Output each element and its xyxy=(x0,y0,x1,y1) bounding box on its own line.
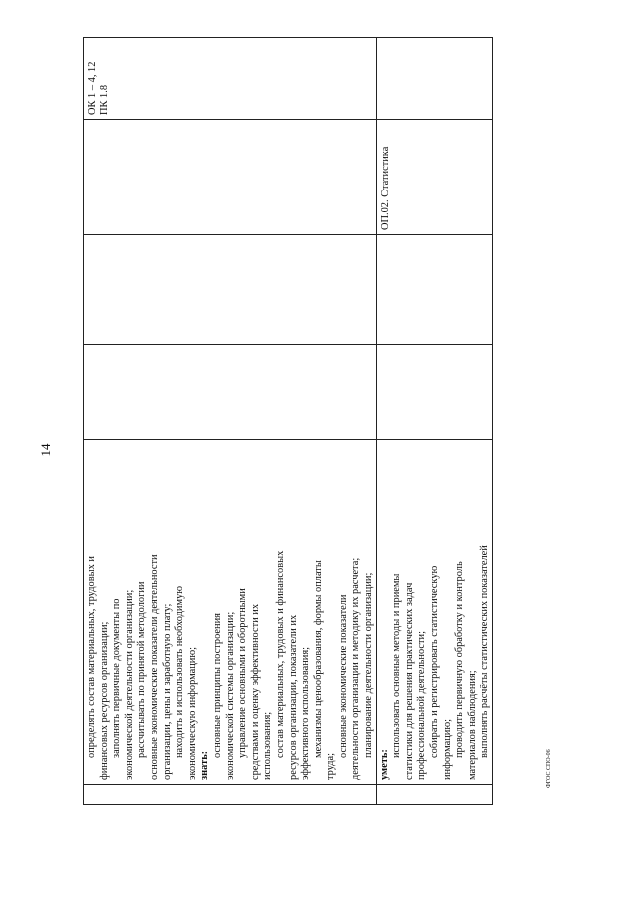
requirement-line: планирование деятельности организации; xyxy=(363,572,375,758)
requirement-line: механизмы ценообразования, формы оплаты xyxy=(312,560,324,758)
competency-table xyxy=(83,37,493,805)
requirement-line: эффективного использования; xyxy=(300,646,312,780)
requirement-line: проводить первичную обработку и контроль xyxy=(454,561,466,758)
requirement-line: экономическую информацию; xyxy=(186,646,198,780)
rotated-table-container xyxy=(83,38,491,805)
requirement-line: заполнять первичные документы по xyxy=(111,598,123,758)
requirements-cell xyxy=(84,440,377,785)
requirement-line: определять состав материальных, трудовых и xyxy=(86,556,97,758)
requirement-line: использования; xyxy=(262,711,274,780)
requirement-line: средствами и оценку эффективности их xyxy=(249,603,261,780)
competencies-text: ОК 1 – 4, 12 ПК 1.8 xyxy=(87,61,110,115)
requirement-line: находить и использовать необходимую xyxy=(174,585,186,758)
requirements-cell xyxy=(376,440,492,785)
requirements-text xyxy=(84,440,376,784)
requirement-line: экономической системы организации; xyxy=(224,611,236,780)
table-row xyxy=(376,38,492,805)
table-row xyxy=(84,38,377,805)
requirement-line: управление основными и оборотными xyxy=(237,588,249,758)
requirements-text xyxy=(377,440,492,784)
requirement-line: использовать основные методы и приемы xyxy=(391,573,403,758)
requirement-line: знать: xyxy=(199,750,211,780)
requirement-line: статистики для решения практических задач xyxy=(403,582,415,780)
requirement-line: профессиональной деятельности; xyxy=(416,630,428,780)
row-margin-cell xyxy=(84,785,377,805)
requirement-line: основные принципы построения xyxy=(211,613,223,758)
hours-cell-2 xyxy=(84,235,377,345)
requirement-line: финансовых ресурсов организации; xyxy=(98,621,110,780)
requirement-line: собирать и регистрировать статистическую xyxy=(429,565,441,758)
requirement-line: основные экономические показатели xyxy=(337,594,349,758)
requirement-line: рассчитывать по принятой методологии xyxy=(136,581,148,758)
hours-cell xyxy=(84,345,377,440)
requirement-line: выполнять расчёты статистических показателей xyxy=(479,545,491,758)
requirement-line: труда; xyxy=(325,752,337,780)
requirement-line: уметь: xyxy=(378,749,390,780)
row-margin-cell xyxy=(376,785,492,805)
requirement-line: состав материальных, трудовых и финансовых xyxy=(274,550,286,758)
competencies-cell xyxy=(376,38,492,120)
discipline-cell xyxy=(84,120,377,235)
hours-cell xyxy=(376,345,492,440)
requirement-line: материалов наблюдения; xyxy=(466,670,478,780)
competencies-cell xyxy=(84,38,377,120)
requirement-line: экономической деятельности организации; xyxy=(123,589,135,780)
discipline-cell xyxy=(376,120,492,235)
requirement-line: деятельности организации и методику их расчета; xyxy=(350,557,362,780)
footer-code: ФГОС СПО-06 xyxy=(546,749,552,788)
requirement-line: основные экономические показатели деятельности xyxy=(148,554,160,780)
requirement-line: ресурсов организации, показатели их xyxy=(287,614,299,780)
hours-cell-2 xyxy=(376,235,492,345)
page-number: 14 xyxy=(38,443,53,457)
discipline-name: ОП.02. Статистика xyxy=(379,146,391,230)
requirement-line: информацию; xyxy=(441,719,453,780)
requirement-line: организации, цены и заработную плату; xyxy=(161,603,173,780)
